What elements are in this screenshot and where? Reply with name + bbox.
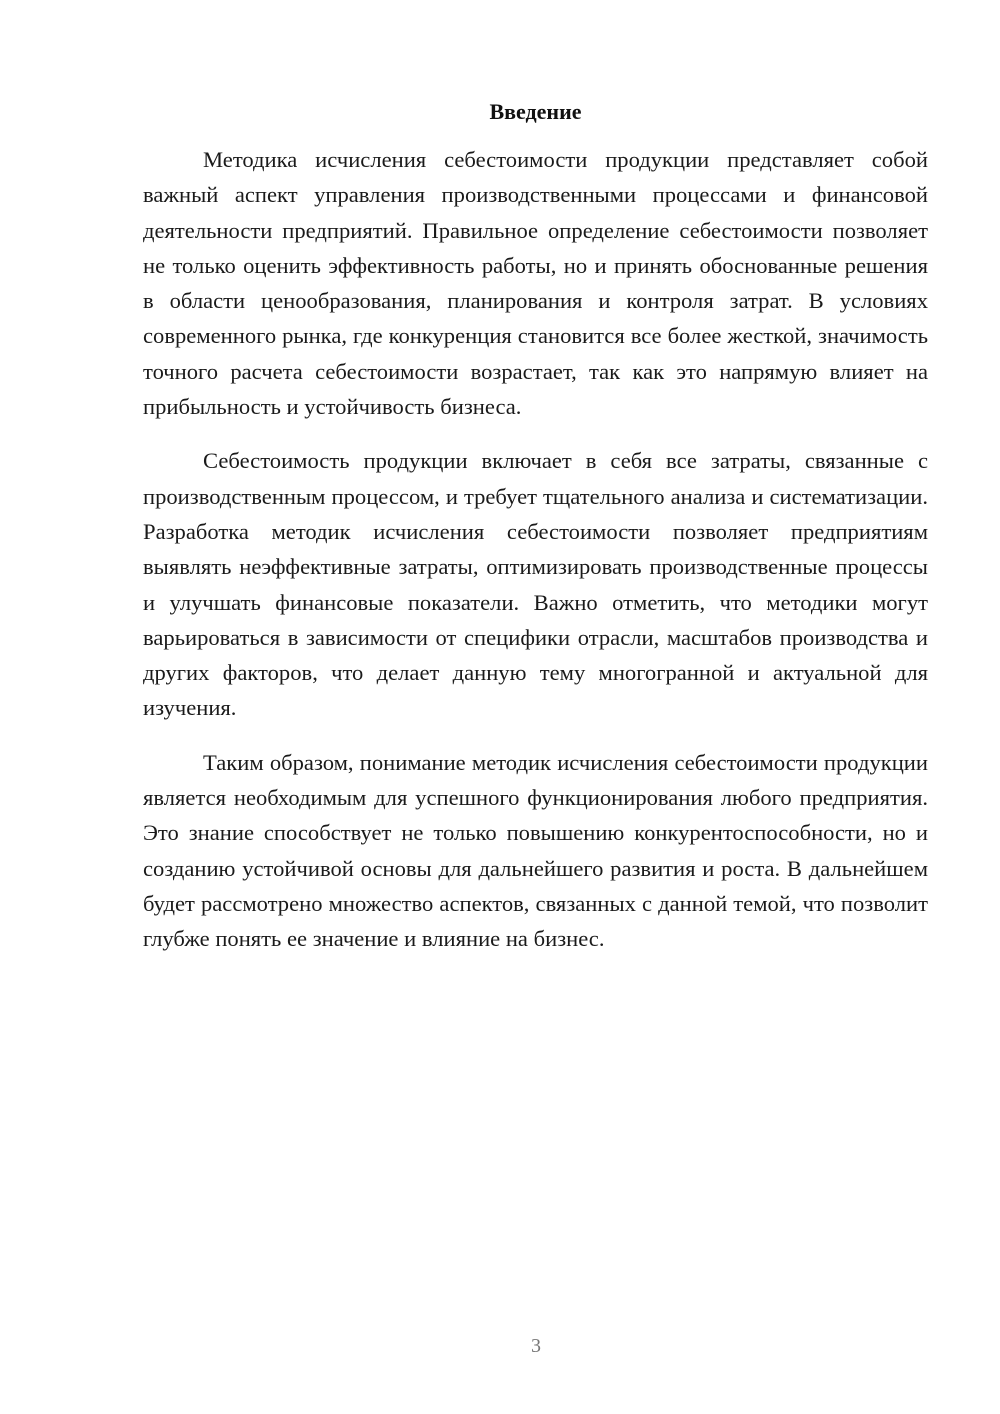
paragraph-1: Методика исчисления себестоимости продукции представляет собой важный аспект управления производственными процессами и финансовой деятельности предприятий. Правильное определение себестоимости позволяет не только оценить эффективность работы, но и принять обоснованные решения в области ценообразования, планирования и контроля затрат. В условиях современного рынка, где конкуренция становится все более жесткой, значимость точного расчета себестоимости возрастает, так как это напрямую влияет на прибыльность и устойчивость бизнеса.	[143, 147, 928, 420]
section-heading: Введение	[489, 99, 582, 124]
page-number: 3	[531, 1335, 541, 1357]
body-text	[143, 142, 928, 976]
paragraph-2: Себестоимость продукции включает в себя все затраты, связанные с производственным процессом, и требует тщательного анализа и систематизации. Разработка методик исчисления себестоимости позволяет предприятиям выявлять неэффективные затраты, оптимизировать производственные процессы и улучшать финансовые показатели. Важно отметить, что методики могут варьироваться в зависимости от специфики отрасли, масштабов производства и других факторов, что делает данную тему многогранной и актуальной для изучения.	[143, 448, 928, 721]
paragraph-3: Таким образом, понимание методик исчисления себестоимости продукции является необходимым для успешного функционирования любого предприятия. Это знание способствует не только повышению конкурентоспособности, но и созданию устойчивой основы для дальнейшего развития и роста. В дальнейшем будет рассмотрено множество аспектов, связанных с данной темой, что позволит глубже понять ее значение и влияние на бизнес.	[143, 749, 928, 952]
